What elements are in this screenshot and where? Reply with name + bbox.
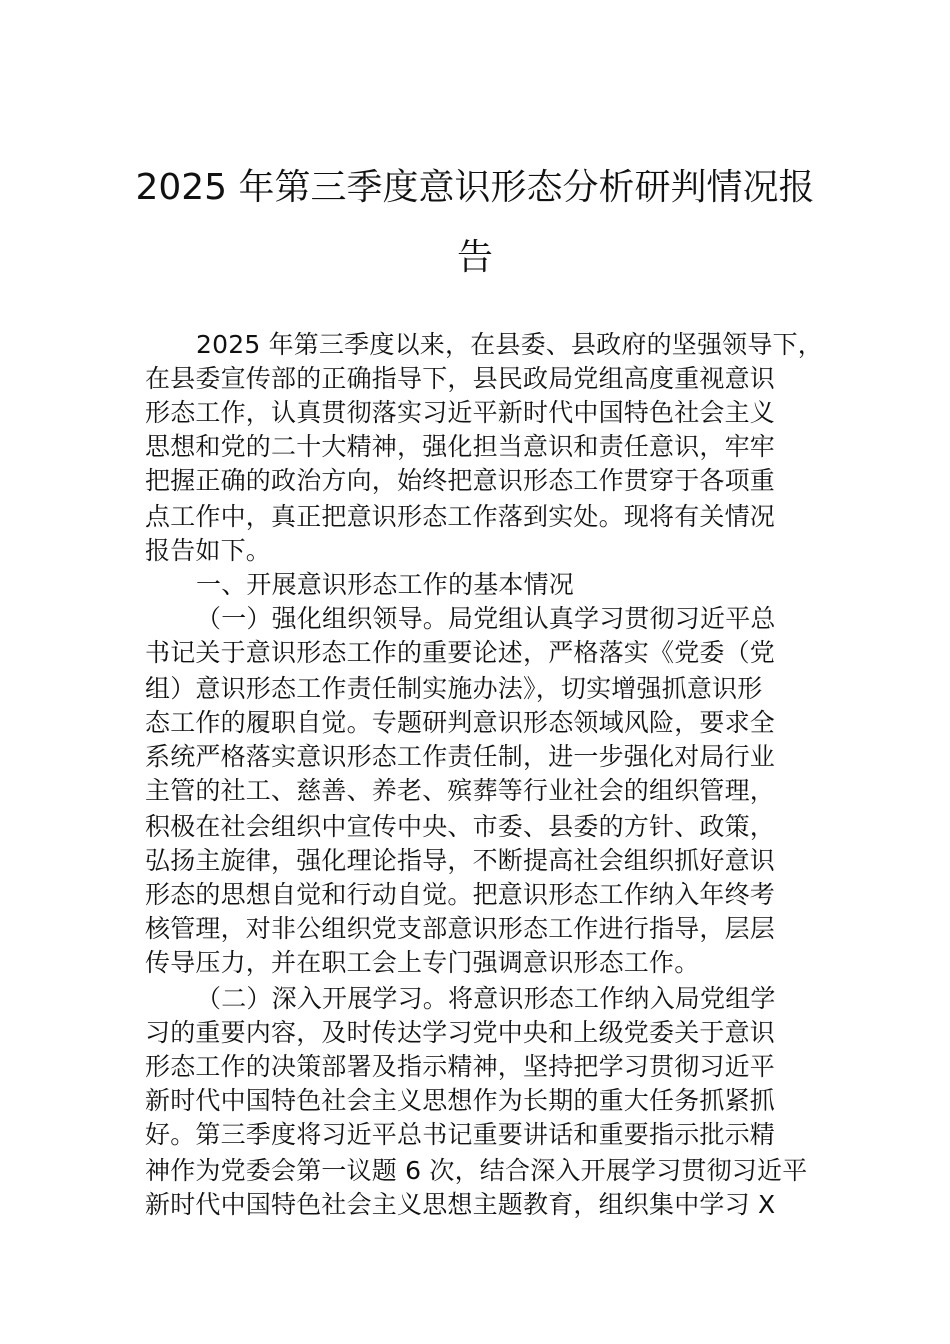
body-line: 好。第三季度将习近平总书记重要讲话和重要指示批示精 [145,1120,776,1149]
body-line: 点工作中，真正把意识形态工作落到实处。现将有关情况 [145,502,776,531]
body-line: 书记关于意识形态工作的重要论述，严格落实《党委（党 [145,638,776,667]
body-line: 报告如下。 [145,536,272,565]
body-line: 形态工作的决策部署及指示精神，坚持把学习贯彻习近平 [145,1052,776,1081]
body-line: 弘扬主旋律，强化理论指导，不断提高社会组织抓好意识 [145,846,776,875]
body-line: 习的重要内容，及时传达学习党中央和上级党委关于意识 [145,1018,776,1047]
body-line: 新时代中国特色社会主义思想主题教育，组织集中学习 X [145,1190,776,1219]
subsection-paragraph-start: （二）深入开展学习。将意识形态工作纳入局党组学 [196,984,776,1013]
body-line: 新时代中国特色社会主义思想作为长期的重大任务抓紧抓 [145,1086,776,1115]
body-line: 在县委宣传部的正确指导下，县民政局党组高度重视意识 [145,364,776,393]
body-line: 传导压力，并在职工会上专门强调意识形态工作。 [145,948,700,977]
document-title-line-2: 告 [456,237,493,278]
document-title-line-1: 2025 年第三季度意识形态分析研判情况报 [135,167,815,208]
body-line: 神作为党委会第一议题 6 次，结合深入开展学习贯彻习近平 [145,1156,808,1185]
body-line: 主管的社工、慈善、养老、殡葬等行业社会的组织管理， [145,776,776,805]
body-line: 组）意识形态工作责任制实施办法》，切实增强抓意识形 [145,674,763,703]
body-line: 2025 年第三季度以来，在县委、县政府的坚强领导下， [196,330,823,359]
section-heading: 一、开展意识形态工作的基本情况 [196,570,575,599]
body-line: 核管理，对非公组织党支部意识形态工作进行指导，层层 [145,914,776,943]
body-line: 积极在社会组织中宣传中央、市委、县委的方针、政策， [145,812,776,841]
body-line: 态工作的履职自觉。专题研判意识形态领域风险，要求全 [145,708,776,737]
body-line: 思想和党的二十大精神，强化担当意识和责任意识，牢牢 [145,432,776,461]
body-line: 形态工作，认真贯彻落实习近平新时代中国特色社会主义 [145,398,776,427]
body-line: 系统严格落实意识形态工作责任制，进一步强化对局行业 [145,742,776,771]
subsection-paragraph-start: （一）强化组织领导。局党组认真学习贯彻习近平总 [196,604,776,633]
body-line: 形态的思想自觉和行动自觉。把意识形态工作纳入年终考 [145,880,776,909]
body-line: 把握正确的政治方向，始终把意识形态工作贯穿于各项重 [145,466,776,495]
